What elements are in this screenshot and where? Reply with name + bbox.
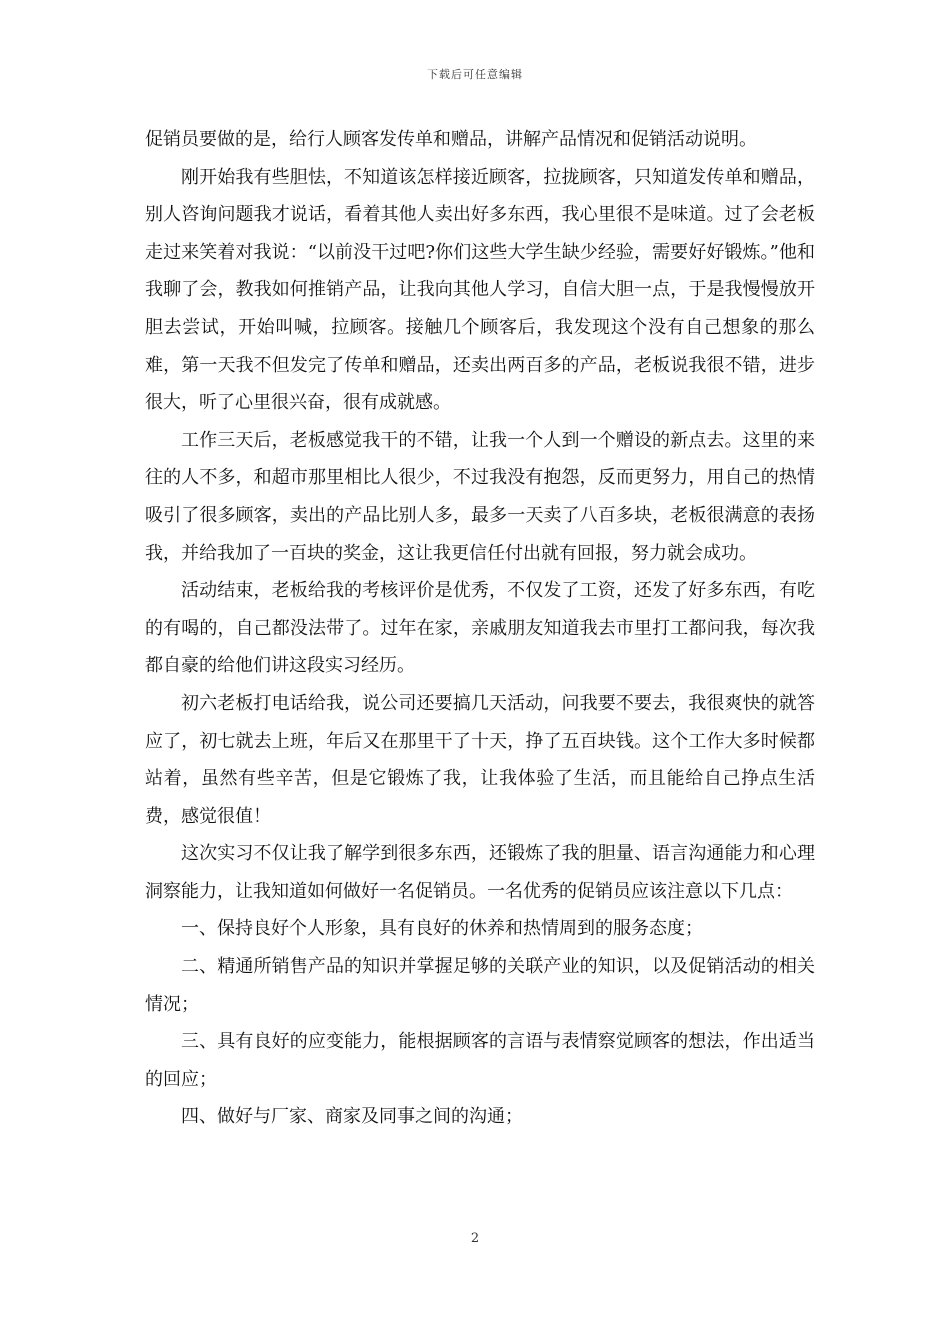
paragraph: 活动结束，老板给我的考核评价是优秀，不仅发了工资，还发了好多东西，有吃的有喝的，自己都没法带了。过年在家，亲戚朋友知道我去市里打工都问我，每次我都自豪的给他们讲这段实习经历。 (145, 580, 815, 677)
page-number: 2 (470, 1231, 480, 1246)
list-item: 四、做好与厂家、商家及同事之间的沟通； (181, 1106, 523, 1128)
list-item: 二、精通所销售产品的知识并掌握足够的关联产业的知识，以及促销活动的相关情况； (145, 956, 815, 1015)
document-body (145, 121, 815, 1136)
paragraph: 初六老板打电话给我，说公司还要搞几天活动，问我要不要去，我很爽快的就答应了，初七就去上班，年后又在那里干了十天，挣了五百块钱。这个工作大多时候都站着，虽然有些辛苦，但是它锻炼了我，让我体验了生活，而且能给自己挣点生活费，感觉很值！ (145, 692, 815, 827)
paragraph: 工作三天后，老板感觉我干的不错，让我一个人到一个赠设的新点去。这里的来往的人不多，和超市那里相比人很少，不过我没有抱怨，反而更努力，用自己的热情吸引了很多顾客，卖出的产品比别人多，最多一天卖了八百多块，老板很满意的表扬我，并给我加了一百块的奖金，这让我更信任付出就有回报，努力就会成功。 (145, 429, 815, 564)
paragraph-continuation: 促销员要做的是，给行人顾客发传单和赠品，讲解产品情况和促销活动说明。 (145, 129, 757, 150)
paragraph: 这次实习不仅让我了解学到很多东西，还锻炼了我的胆量、语言沟通能力和心理洞察能力，让我知道如何做好一名促销员。一名优秀的促销员应该注意以下几点： (145, 843, 815, 902)
page-header: 下载后可任意编辑 (427, 68, 523, 81)
paragraph: 刚开始我有些胆怯，不知道该怎样接近顾客，拉拢顾客，只知道发传单和赠品，别人咨询问题我才说话，看着其他人卖出好多东西，我心里很不是味道。过了会老板走过来笑着对我说：“以前没干过吧?你们这些大学生缺少经验，需要好好锻炼。”他和我聊了会，教我如何推销产品，让我向其他人学习，自信大胆一点，于是我慢慢放开胆去尝试，开始叫喊，拉顾客。接触几个顾客后，我发现这个没有自己想象的那么难，第一天我不但发完了传单和赠品，还卖出两百多的产品，老板说我很不错，进步很大，听了心里很兴奋，很有成就感。 (145, 166, 815, 414)
list-item: 一、保持良好个人形象，具有良好的休养和热情周到的服务态度； (181, 918, 703, 940)
list-item: 三、具有良好的应变能力，能根据顾客的言语与表情察觉顾客的想法，作出适当的回应； (145, 1031, 815, 1090)
